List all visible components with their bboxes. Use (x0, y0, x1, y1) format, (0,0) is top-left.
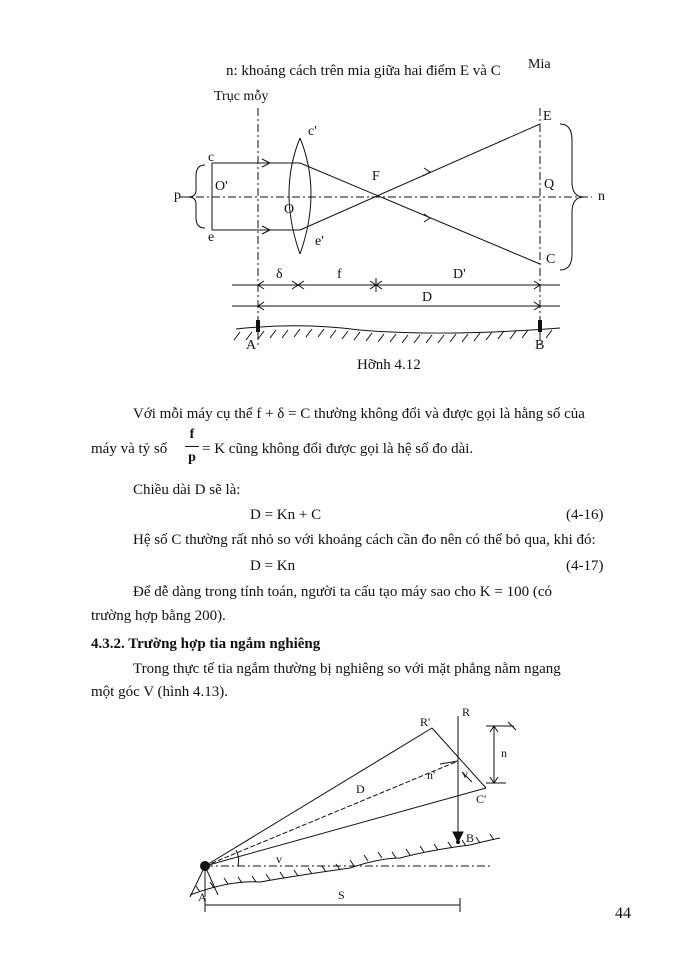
fig413-label-n-prime: n' (427, 768, 436, 782)
fig412-label-f: f (337, 267, 342, 282)
fig413-label-v: v (276, 852, 282, 866)
section-heading: 4.3.2. Trường hợp tia ngắm nghiêng (91, 636, 321, 652)
fig413-label-n: n (501, 746, 507, 760)
fig412-label-d: D (422, 290, 433, 305)
fig412-title: Hỡnh 4.12 (357, 357, 421, 373)
fig413-label-a: A (198, 890, 207, 904)
fig413-label-v-small: v (462, 767, 468, 781)
fig412-label-axis: Trục mỗy (214, 89, 269, 104)
fig412-label-o-prime: O' (215, 179, 228, 194)
page-number: 44 (615, 905, 631, 922)
fig412-label-p: p (174, 188, 181, 203)
fig413-label-d: D (356, 782, 365, 796)
fig412-label-c-point: C (546, 252, 556, 267)
paragraph-3: Hệ số C thường rất nhỏ so với khoảng cách cần đo nên có thể bỏ qua, khi đó: (133, 532, 596, 548)
fraction-denominator: p (188, 450, 196, 465)
fig412-label-e-prime: e' (315, 234, 324, 249)
fig413-label-r: R (462, 705, 471, 719)
fig413-label-s: S (338, 888, 345, 902)
paragraph-1-line-1: Với mỗi máy cụ thể f + δ = C thường không đổi và được gọi là hằng số của (133, 406, 585, 422)
fig412-label-c: c (208, 150, 215, 165)
fig412-label-c-prime: c' (308, 124, 317, 139)
equation-4-16: D = Kn + C (250, 507, 322, 523)
fig412-label-q: Q (544, 177, 555, 192)
fig412-label-a: A (246, 338, 257, 353)
paragraph-1-line-2-post: = K cũng không đổi được gọi là hệ số đo dài. (202, 441, 474, 457)
fig412-caption-text: n: khoảng cách trên mia giữa hai điểm E và C (226, 63, 501, 79)
fig413-label-c-prime: C' (476, 792, 487, 806)
fig413-label-r-prime: R' (420, 715, 431, 729)
fig412-label-f-point: F (372, 169, 380, 184)
paragraph-5-line-2: một góc V (hình 4.13). (91, 684, 228, 700)
fig412-label-b: B (535, 338, 545, 353)
fig412-label-e-point: E (543, 109, 552, 124)
fig412-label-e: e (208, 230, 215, 245)
paragraph-4-line-1: Để dễ dàng trong tính toán, người ta cấu tạo máy sao cho K = 100 (có (133, 584, 552, 600)
paragraph-1-line-2-pre: máy và tỷ số (91, 441, 168, 457)
equation-4-17: D = Kn (250, 558, 296, 574)
equation-4-16-number: (4-16) (566, 507, 604, 523)
fraction-numerator: f (189, 427, 195, 442)
paragraph-4-line-2: trường hợp bằng 200). (91, 608, 226, 624)
fig412-label-mia: Mia (528, 57, 551, 72)
fig412-label-n: n (598, 189, 605, 204)
paragraph-2: Chiều dài D sẽ là: (133, 482, 241, 498)
fig412-label-delta: δ (276, 267, 283, 282)
paragraph-5-line-1: Trong thực tế tia ngắm thường bị nghiêng so với mặt phẳng nằm ngang (133, 661, 561, 677)
fig412-label-d-prime: D' (453, 267, 466, 282)
fig412-label-o: O (284, 202, 295, 217)
fig413-label-b: B (466, 831, 475, 845)
equation-4-17-number: (4-17) (566, 558, 604, 574)
